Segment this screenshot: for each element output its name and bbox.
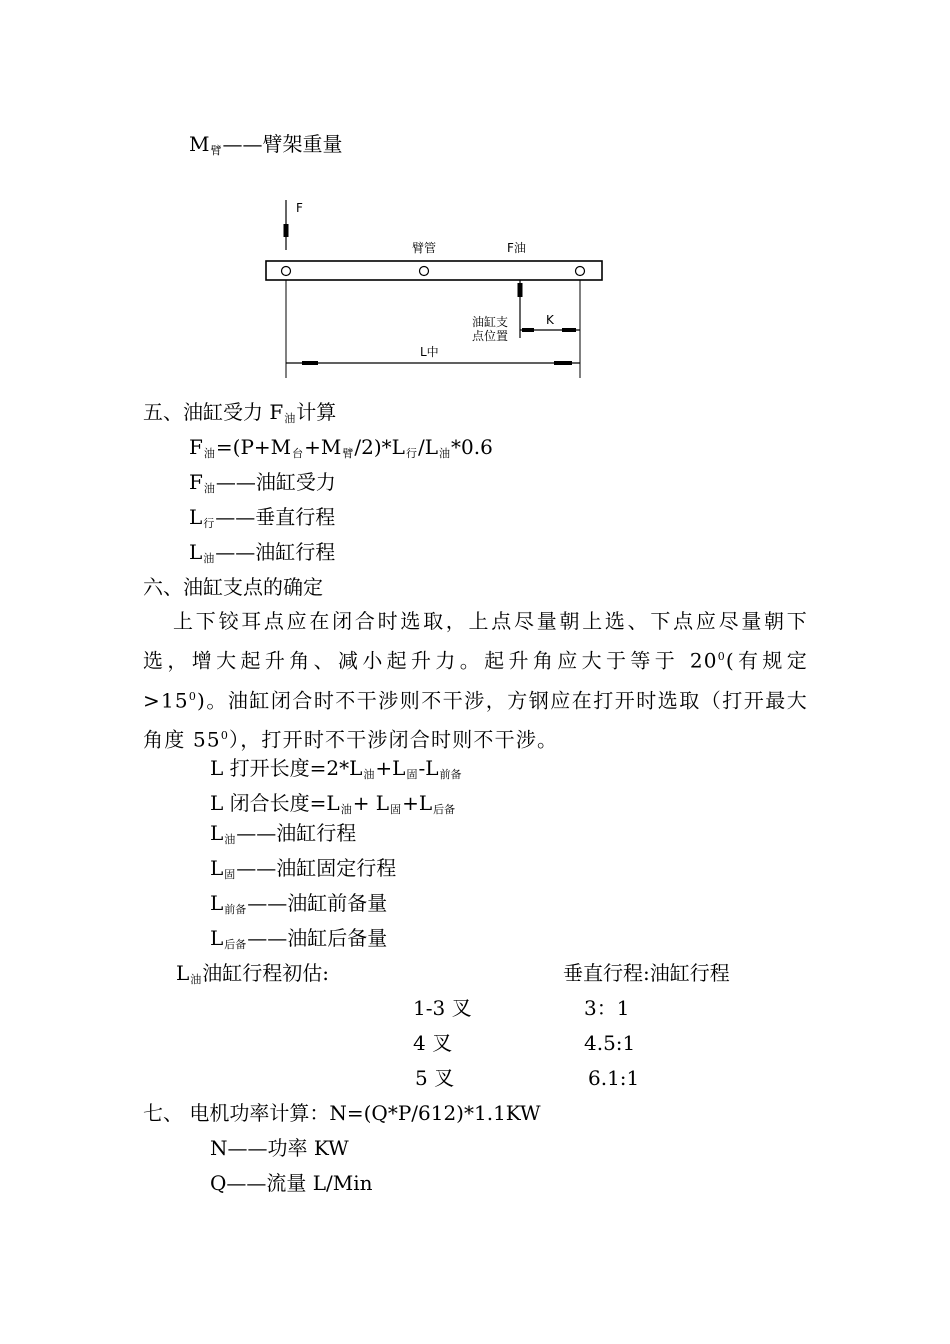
beam-label: 臂管: [412, 241, 437, 255]
section6-title: 六、油缸支点的确定: [143, 575, 323, 599]
l-mid-arrow-right: [554, 361, 572, 365]
support-arrowhead: [518, 283, 523, 297]
fork-row-1: 1-3 叉: [413, 996, 472, 1020]
ratio-row-3: 6.1:1: [588, 1066, 640, 1090]
middle-pivot: [420, 267, 429, 276]
section5-def-l-oil: L油——油缸行程: [189, 540, 336, 565]
force-f-label: F: [296, 201, 303, 215]
right-pivot: [576, 267, 585, 276]
f-oil-label: F油: [507, 241, 526, 255]
section6-def-l-rear: L后备——油缸后备量: [210, 926, 388, 951]
left-pivot: [282, 267, 291, 276]
m-arm-definition: M臂——臂架重量: [189, 132, 343, 157]
l-mid-arrow-left: [302, 361, 318, 365]
cylinder-force-diagram: [250, 190, 620, 380]
fork-row-2: 4 叉: [413, 1031, 453, 1055]
ratio-row-1: 3：1: [584, 996, 630, 1020]
stroke-estimate-label: L油油缸行程初估:: [176, 961, 330, 986]
section6-def-l-front: L前备——油缸前备量: [210, 891, 388, 916]
support-label-1: 油缸支: [472, 315, 509, 329]
force-f-arrowhead: [284, 224, 289, 237]
section6-paragraph: 上下铰耳点应在闭合时选取，上点尽量朝上选、下点应尽量朝下选，增大起升角、减小起升力。起升角应大于等于 $20^0$(有规定$>15^0$)。油缸闭合时不干涉则不干涉，方钢应在打开时选取（打开最大角度 $55^0$），打开时不干涉闭合时则不干涉。: [143, 609, 808, 752]
section5-def-f-oil: F油——油缸受力: [189, 470, 336, 495]
ratio-row-2: 4.5:1: [584, 1031, 636, 1055]
section5-title: 五、油缸受力 F油计算: [143, 400, 337, 425]
section7-title: 七、 电机功率计算：N=(Q*P/612)*1.1KW: [143, 1101, 541, 1125]
k-label: K: [546, 313, 554, 327]
section6-def-l-fixed: L固——油缸固定行程: [210, 856, 397, 881]
k-arrow-left: [522, 328, 534, 332]
ratio-header: 垂直行程:油缸行程: [563, 961, 730, 985]
close-length-formula: L 闭合长度=L油+ L固+L后备: [210, 791, 456, 816]
k-arrow-right: [562, 328, 576, 332]
section6-def-l-oil: L油——油缸行程: [210, 821, 357, 846]
section5-def-l-travel: L行——垂直行程: [189, 505, 336, 530]
section7-def-n: N——功率 KW: [210, 1136, 349, 1160]
support-label-2: 点位置: [472, 329, 509, 343]
section7-def-q: Q——流量 L/Min: [210, 1171, 373, 1195]
l-mid-label: L中: [420, 345, 439, 359]
arm-beam: [266, 261, 602, 280]
fork-row-3: 5 叉: [415, 1066, 455, 1090]
open-length-formula: L 打开长度=2*L油+L固-L前备: [210, 756, 462, 781]
section5-formula: F油=(P+M台+M臂/2)*L行/L油*0.6: [189, 435, 493, 460]
